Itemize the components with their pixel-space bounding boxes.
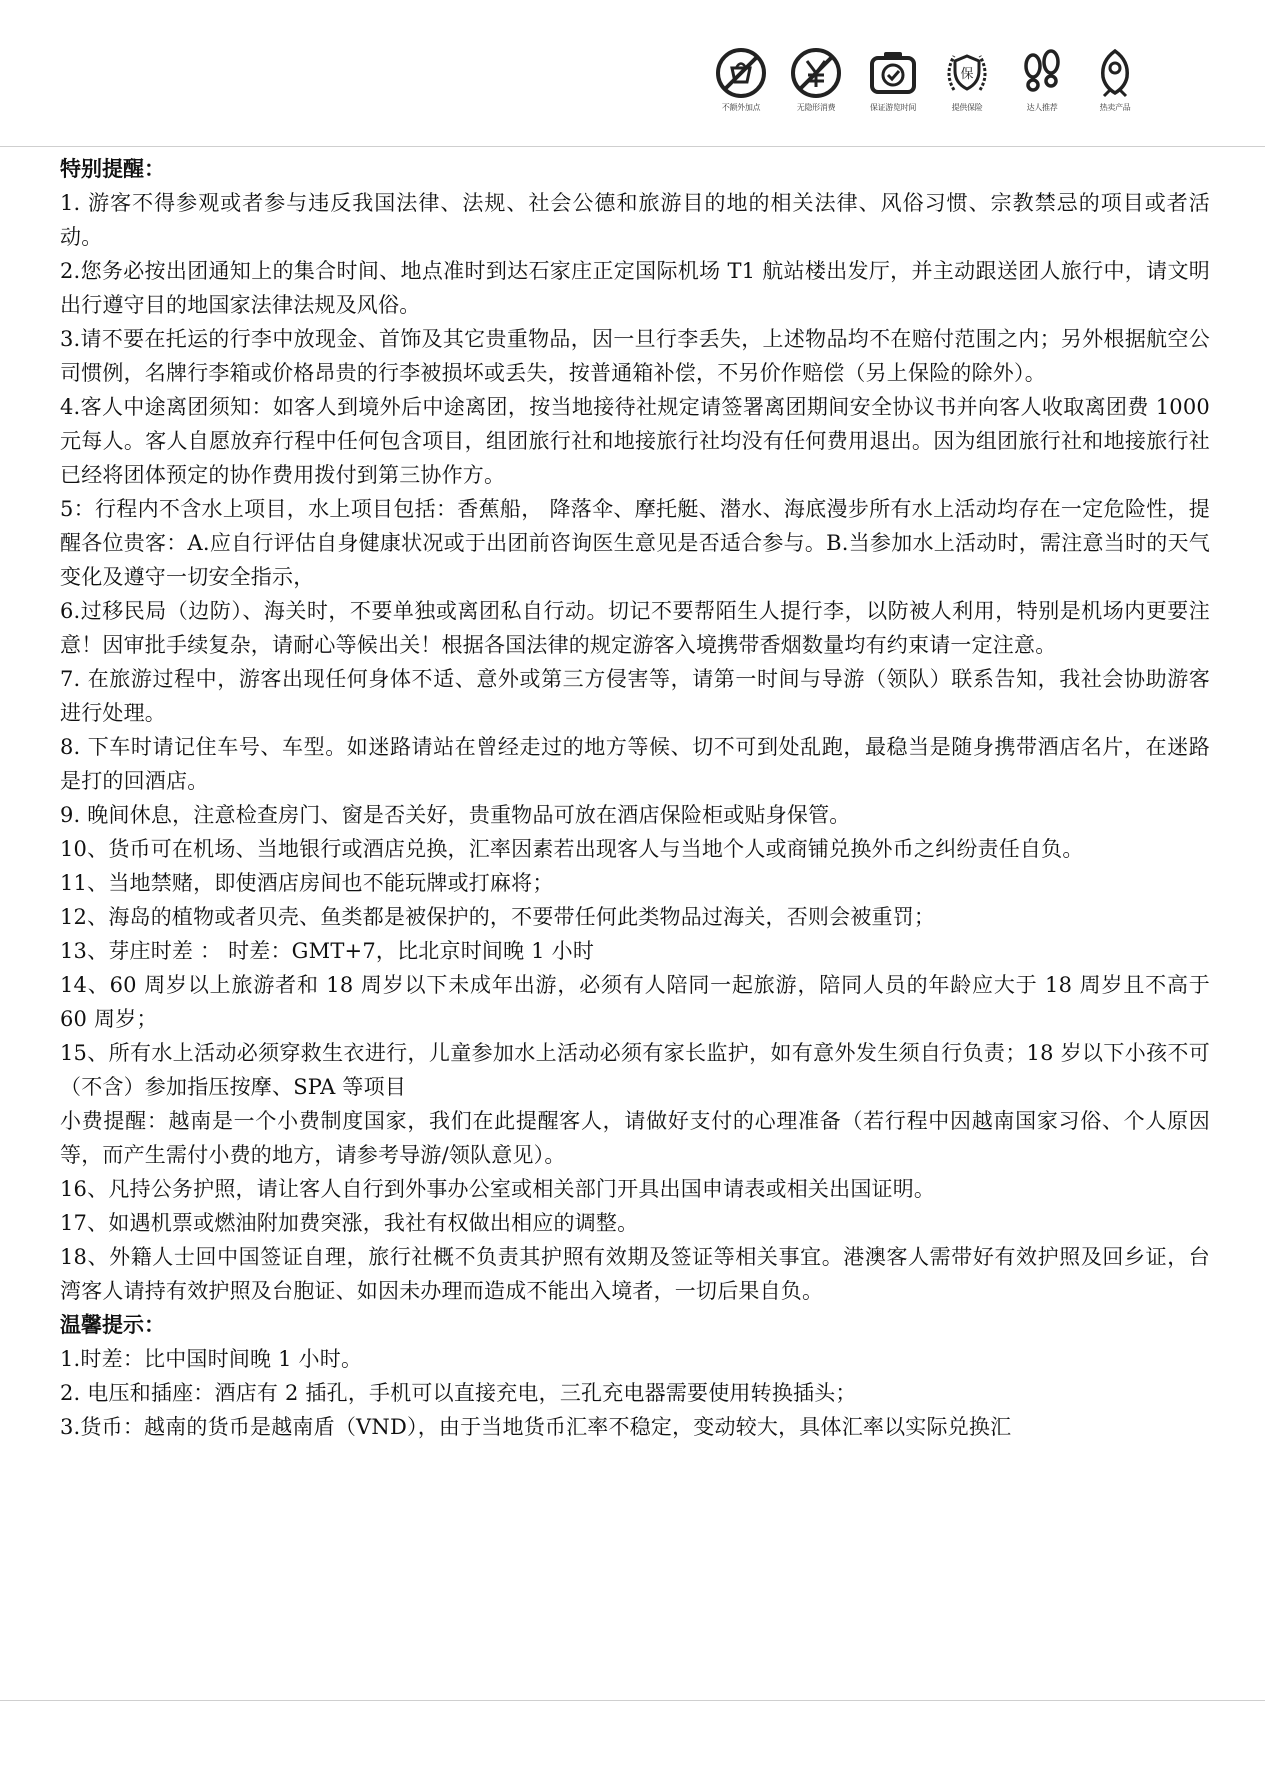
reminder-item: 10、货币可在机场、当地银行或酒店兑换，汇率因素若出现客人与当地个人或商铺兑换外币之纠纷责任自负。 (60, 837, 1084, 861)
reminder-item: 16、凡持公务护照，请让客人自行到外事办公室或相关部门开具出国申请表或相关出国证明。 (60, 1177, 936, 1201)
reminder-item: 4.客人中途离团须知：如客人到境外后中途离团，按当地接待社规定请签署离团期间安全协议书并向客人收取离团费 1000 元每人。客人自愿放弃行程中任何包含项目，组团旅行社和地接旅行社均没有任何费用退出。因为组团旅行社和地接旅行社已经将团体预定的协作费用拨付到第三协作方。 (60, 395, 1210, 487)
reminder-item: 18、外籍人士回中国签证自理，旅行社概不负责其护照有效期及签证等相关事宜。港澳客人需带好有效护照及回乡证，台湾客人请持有效护照及台胞证、如因未办理而造成不能出入境者，一切后果自负。 (60, 1245, 1210, 1303)
badge-caption: 达人推荐 (1026, 103, 1058, 112)
tip-item: 1.时差：比中国时间晚 1 小时。 (60, 1347, 363, 1371)
footprints-icon (1015, 46, 1069, 100)
reminder-item: 15、所有水上活动必须穿救生衣进行，儿童参加水上活动必须有家长监护，如有意外发生须自行负责；18 岁以下小孩不可（不含）参加指压按摩、SPA 等项目 (60, 1041, 1210, 1099)
badge-no-shopping (706, 46, 776, 113)
insurance-icon (940, 46, 994, 100)
badge-caption: 热卖产品 (1099, 103, 1131, 112)
reminder-item: 9. 晚间休息，注意检查房门、窗是否关好，贵重物品可放在酒店保险柜或贴身保管。 (60, 803, 851, 827)
tip-item: 2. 电压和插座：酒店有 2 插孔，手机可以直接充电，三孔充电器需要使用转换插头； (60, 1381, 857, 1405)
badge-caption: 无隐形消费 (796, 103, 836, 112)
special-reminder-heading: 特别提醒： (60, 157, 165, 181)
reminder-item: 7. 在旅游过程中，游客出现任何身体不适、意外或第三方侵害等，请第一时间与导游（领队）联系告知，我社会协助游客进行处理。 (60, 667, 1210, 725)
no-hidden-fee-icon (789, 46, 843, 100)
badge-insurance (932, 46, 1002, 113)
reminder-item: 3.请不要在托运的行李中放现金、首饰及其它贵重物品，因一旦行李丢失，上述物品均不在赔付范围之内；另外根据航空公司惯例，名牌行李箱或价格昂贵的行李被损坏或丢失，按普通箱补偿，不另价作赔偿（另上保险的除外）。 (60, 327, 1210, 385)
badge-recommended (1007, 46, 1077, 113)
reminder-item: 14、60 周岁以上旅游者和 18 周岁以下未成年出游，必须有人陪同一起旅游，陪同人员的年龄应大于 18 周岁且不高于 60 周岁； (60, 973, 1210, 1031)
badge-caption: 提供保险 (951, 103, 983, 112)
badge-guaranteed-time (858, 46, 928, 113)
tip-item: 3.货币：越南的货币是越南盾（VND），由于当地货币汇率不稳定，变动较大，具体汇率以实际兑换汇 (60, 1415, 1012, 1439)
badge-hot-product (1080, 46, 1150, 113)
badge-caption: 不额外加点 (721, 103, 761, 112)
reminder-item: 11、当地禁赌，即使酒店房间也不能玩牌或打麻将； (60, 871, 554, 895)
notice-content (60, 152, 1210, 1444)
tipping-reminder: 小费提醒：越南是一个小费制度国家，我们在此提醒客人，请做好支付的心理准备（若行程中因越南国家习俗、个人原因等，而产生需付小费的地方，请参考导游/领队意见）。 (60, 1109, 1210, 1167)
warm-tips-heading: 温馨提示： (60, 1313, 165, 1337)
header-divider (0, 146, 1265, 147)
reminder-item: 17、如遇机票或燃油附加费突涨，我社有权做出相应的调整。 (60, 1211, 639, 1235)
reminder-item: 5：行程内不含水上项目，水上项目包括：香蕉船， 降落伞、摩托艇、潜水、海底漫步所有水上活动均存在一定危险性，提醒各位贵客：A.应自行评估自身健康状况或于出团前咨询医生意见是否适合参与。B.当参加水上活动时，需注意当时的天气变化及遵守一切安全指示， (60, 497, 1210, 589)
reminder-item: 8. 下车时请记住车号、车型。如迷路请站在曾经走过的地方等候、切不可到处乱跑，最稳当是随身携带酒店名片，在迷路是打的回酒店。 (60, 735, 1210, 793)
reminder-item: 1. 游客不得参观或者参与违反我国法律、法规、社会公德和旅游目的地的相关法律、风俗习惯、宗教禁忌的项目或者活动。 (60, 191, 1210, 249)
reminder-item: 13、芽庄时差 ： 时差：GMT+7，比北京时间晚 1 小时 (60, 939, 595, 963)
svg-text:保: 保 (960, 67, 974, 82)
badge-no-hidden-fee (781, 46, 851, 113)
guaranteed-time-icon (866, 46, 920, 100)
hot-product-icon (1088, 46, 1142, 100)
service-badges (706, 46, 1166, 136)
no-shopping-icon (714, 46, 768, 100)
reminder-item: 12、海岛的植物或者贝壳、鱼类都是被保护的，不要带任何此类物品过海关，否则会被重罚； (60, 905, 936, 929)
footer-divider (0, 1700, 1265, 1701)
badge-caption: 保证游览时间 (869, 103, 917, 112)
reminder-item: 2.您务必按出团通知上的集合时间、地点准时到达石家庄正定国际机场 T1 航站楼出发厅，并主动跟送团人旅行中，请文明出行遵守目的地国家法律法规及风俗。 (60, 259, 1210, 317)
reminder-item: 6.过移民局（边防）、海关时，不要单独或离团私自行动。切记不要帮陌生人提行李，以防被人利用，特别是机场内更要注意！因审批手续复杂，请耐心等候出关！根据各国法律的规定游客入境携带香烟数量均有约束请一定注意。 (60, 599, 1210, 657)
